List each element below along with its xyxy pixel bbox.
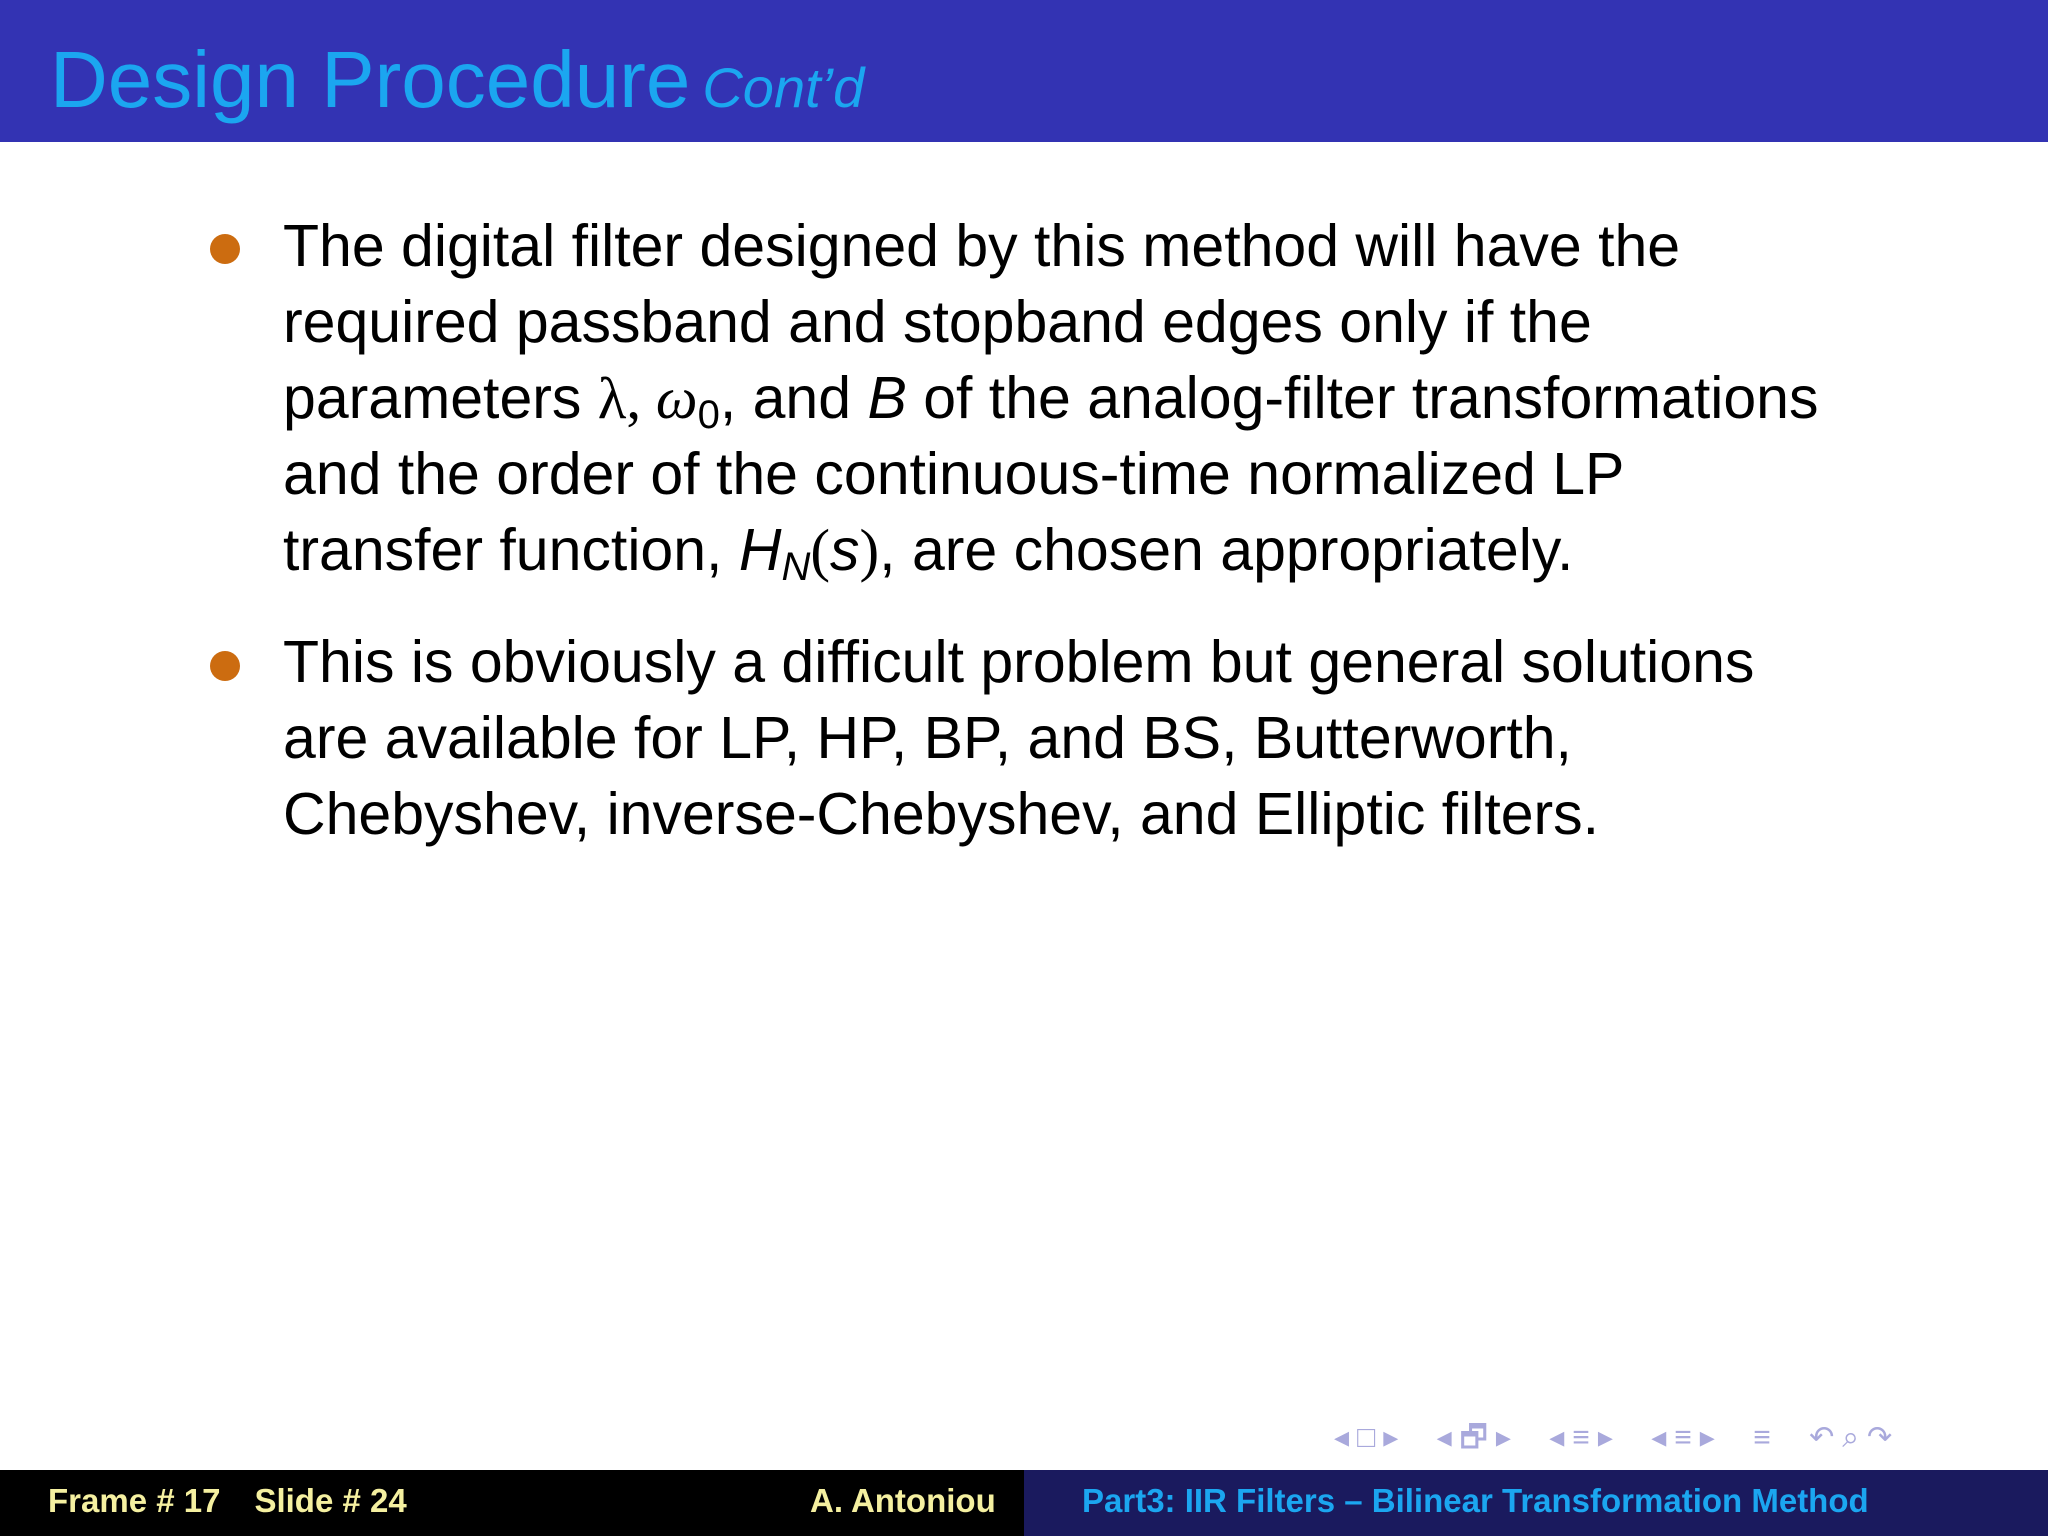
- frame-icon[interactable]: □: [1357, 1421, 1376, 1454]
- bullet-text-2: [283, 624, 2003, 852]
- bullet-marker-2: [210, 651, 240, 681]
- symbol-comma: ,: [626, 365, 656, 431]
- footer-frame-slide: [48, 1482, 407, 1520]
- bullet-1-line-2: required passband and stopband edges only if the: [283, 289, 1592, 355]
- bullet-2-line-3: Chebyshev, inverse-Chebyshev, and Elliptic filters.: [283, 781, 1600, 847]
- nav-prev-part-arrow-icon[interactable]: ◂: [1651, 1421, 1667, 1454]
- footer-left-panel: [0, 1470, 1024, 1536]
- part-icon[interactable]: ≡: [1674, 1421, 1692, 1454]
- text-transformations: of the analog-filter transformations: [906, 365, 1819, 431]
- slide-header: [0, 0, 2048, 142]
- symbol-s: s: [830, 517, 860, 583]
- text-and: , and: [719, 365, 868, 431]
- undo-icon[interactable]: ↶: [1809, 1421, 1835, 1454]
- paren-open: (: [810, 517, 830, 583]
- slide-number: Slide # 24: [254, 1482, 407, 1519]
- title-subtitle: Cont’d: [702, 56, 865, 119]
- redo-icon[interactable]: ↷: [1867, 1421, 1893, 1454]
- nav-prev-subsection-arrow-icon[interactable]: ◂: [1436, 1421, 1452, 1454]
- title-text: Design Procedure: [50, 35, 691, 124]
- footer-author: A. Antoniou: [810, 1482, 996, 1519]
- frame-number: Frame # 17: [48, 1482, 221, 1519]
- symbol-lambda: λ: [597, 365, 627, 431]
- symbol-omega: ω: [655, 365, 698, 431]
- nav-prev-section-arrow-icon[interactable]: ◂: [1549, 1421, 1565, 1454]
- slide-footer: [0, 1470, 2048, 1536]
- bullet-2-line-1: This is obviously a difficult problem but general solutions: [283, 629, 1755, 695]
- text-parameters: parameters: [283, 365, 598, 431]
- text-chosen: , are chosen appropriately.: [879, 517, 1574, 583]
- slide-title: [50, 30, 864, 138]
- text-transfer-function: transfer function,: [283, 517, 739, 583]
- nav-next-part-arrow-icon[interactable]: ▸: [1699, 1421, 1715, 1454]
- section-icon[interactable]: ≡: [1572, 1421, 1590, 1454]
- toc-icon[interactable]: ≡: [1753, 1421, 1771, 1454]
- nav-next-section-arrow-icon[interactable]: ▸: [1597, 1421, 1613, 1454]
- subscript-n: N: [781, 545, 811, 589]
- subscript-zero: 0: [697, 393, 720, 437]
- bullet-text-1: [283, 208, 2003, 588]
- bullet-1-line-4: and the order of the continuous-time normalized LP: [283, 441, 1625, 507]
- search-icon[interactable]: ⌕: [1842, 1421, 1860, 1454]
- bullet-1-line-3: [283, 360, 2003, 436]
- symbol-h: H: [738, 517, 782, 583]
- symbol-b: B: [867, 365, 907, 431]
- bullet-marker-1: [210, 234, 240, 264]
- bullet-2-line-2: are available for LP, HP, BP, and BS, Butterworth,: [283, 705, 1572, 771]
- paren-close: ): [859, 517, 880, 583]
- bullet-1-line-5: [283, 512, 2003, 588]
- bullet-1-line-1: The digital filter designed by this method will have the: [283, 213, 1681, 279]
- footer-part-title: Part3: IIR Filters – Bilinear Transformation Method: [1082, 1482, 1869, 1519]
- nav-prev-frame-arrow-icon[interactable]: ◂: [1334, 1421, 1350, 1454]
- beamer-navigation-bar: [1330, 1418, 1896, 1458]
- nav-next-frame-arrow-icon[interactable]: ▸: [1383, 1421, 1399, 1454]
- nav-next-subsection-arrow-icon[interactable]: ▸: [1495, 1421, 1511, 1454]
- subsection-icon[interactable]: 🗗: [1459, 1421, 1488, 1454]
